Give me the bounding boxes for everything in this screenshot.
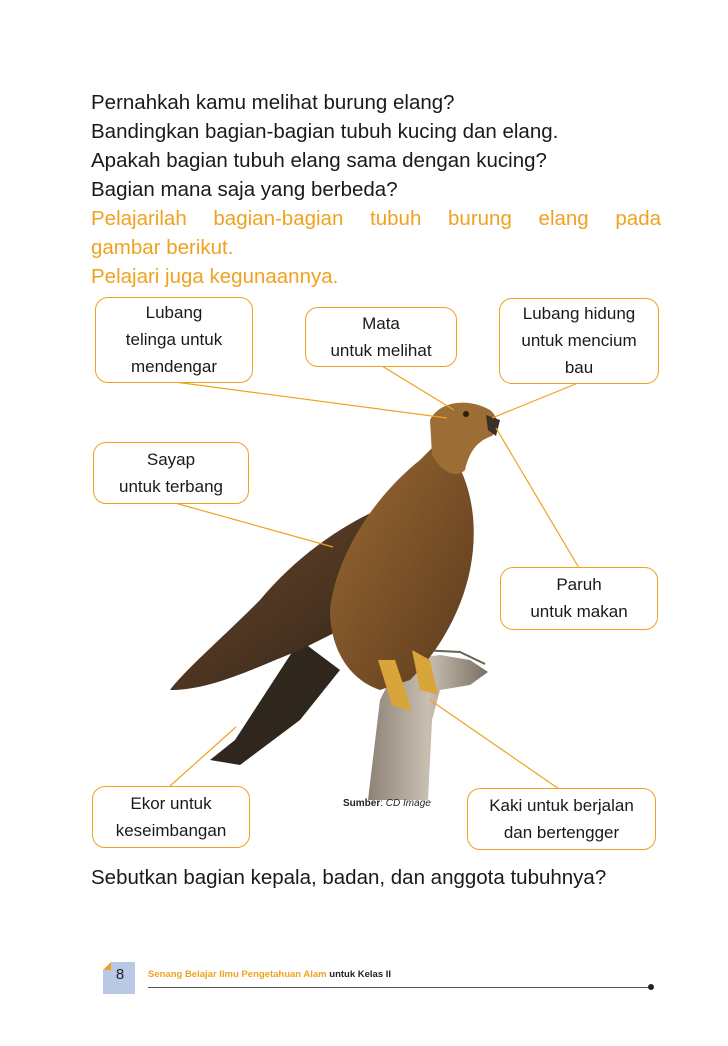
page-number: 8 — [115, 966, 125, 983]
footer-dot — [648, 984, 654, 990]
callout-nose — [499, 298, 659, 384]
callout-eye-line: Mata — [362, 314, 400, 333]
intro-line: Bagian mana saja yang berbeda? — [91, 178, 398, 201]
callout-tail-line: keseimbangan — [115, 821, 227, 840]
book-title: Senang Belajar Ilmu Pengetahuan Alam — [148, 969, 327, 980]
callout-feet-line: dan bertengger — [503, 823, 620, 842]
leader-nose — [492, 383, 578, 418]
leader-ear — [175, 382, 447, 418]
callout-ear — [95, 297, 253, 383]
image-source: Sumber: CD Image — [343, 798, 431, 809]
leader-wing — [175, 503, 333, 547]
leader-feet — [430, 700, 559, 789]
footer-book-title — [148, 969, 391, 980]
intro-instruction: Pelajarilah bagian-bagian tubuh burung elang pada — [91, 207, 661, 230]
leader-eye — [382, 366, 454, 410]
callout-wing-line: untuk terbang — [119, 477, 223, 496]
callout-eye-line: untuk melihat — [330, 341, 432, 360]
callout-wing — [93, 442, 249, 504]
callout-ear-line: mendengar — [130, 357, 217, 376]
callout-beak-line: untuk makan — [530, 602, 628, 621]
leader-beak — [496, 428, 579, 568]
callout-nose-line: bau — [564, 358, 594, 377]
leader-tail — [170, 727, 236, 786]
callout-nose-line: untuk mencium — [521, 331, 637, 350]
callout-eye — [305, 307, 457, 367]
callout-feet-line: Kaki untuk berjalan — [489, 796, 634, 815]
intro-line: Pernahkah kamu melihat burung elang? — [91, 91, 455, 114]
callout-wing-line: Sayap — [146, 450, 196, 469]
source-value: CD Image — [385, 798, 431, 809]
intro-line: Apakah bagian tubuh elang sama dengan kucing? — [91, 149, 547, 172]
callout-beak-line: Paruh — [556, 575, 602, 594]
footer-divider — [148, 987, 651, 988]
source-label: Sumber — [343, 798, 381, 809]
intro-line: Bandingkan bagian-bagian tubuh kucing dan elang. — [91, 120, 559, 143]
callout-nose-line: Lubang hidung — [522, 304, 636, 323]
callout-tail-line: Ekor untuk — [130, 794, 212, 813]
callout-feet — [467, 788, 656, 850]
callout-ear-line: Lubang — [145, 303, 203, 322]
book-suffix: untuk Kelas II — [329, 969, 392, 980]
intro-instruction: Pelajari juga kegunaannya. — [91, 265, 339, 288]
question-text: Sebutkan bagian kepala, badan, dan anggota tubuhnya? — [91, 866, 607, 889]
callout-ear-line: telinga untuk — [125, 330, 223, 349]
callout-beak — [500, 567, 658, 630]
intro-instruction: gambar berikut. — [91, 236, 234, 259]
callout-tail — [92, 786, 250, 848]
